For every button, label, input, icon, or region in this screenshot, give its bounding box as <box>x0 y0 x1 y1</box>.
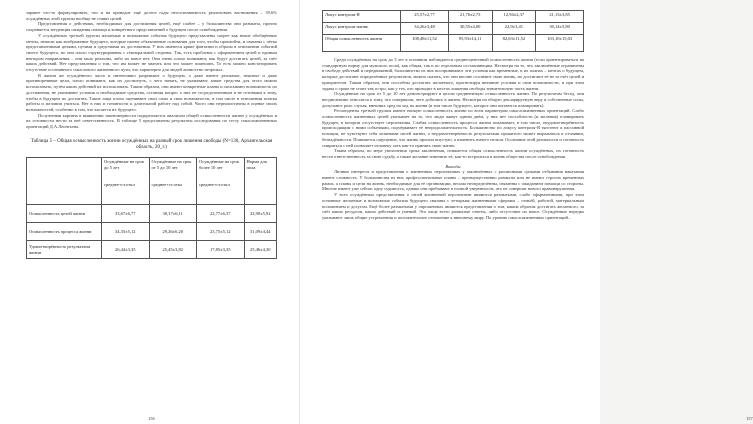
table-row <box>27 223 277 241</box>
table-cell: 32,90±5,92 <box>244 205 277 223</box>
table-header-row <box>27 158 277 205</box>
table-cell: 22,77±6,37 <box>197 205 245 223</box>
paragraph: У осуждённых третьей группы желаемые и возможные события будущего представлены скорее как некие обобщённые мечты, нежели как воображение будущего, которые имеют объективные основания для того, чтобы произойти, и связаны с чётко представленными целями, путями и средствами их достижения. У них имеются яркие фантазии и образы в отношении событий своего будущего, но они плохо структурированы с темпоральной стороны. Так, есть проблемы с оформлением целей и единым вектором направления – они мало реальны, либо их вовсе нет. Они очень плохо понимают, как будут достигать целей, за счёт каких действий. Нет представления о том, что им может не хватать или что может помешать. То есть можно констатировать отсутствие осознанного смыслового жизненного пути, что характерно для людей личностно незрелых. <box>26 32 277 73</box>
table-row <box>27 205 277 223</box>
row-label: Локус контроля-жизнь <box>323 23 401 35</box>
row-label: Локус контроля-Я <box>323 11 401 23</box>
table-cell: 30,14±5,80 <box>536 23 584 35</box>
right-page <box>300 0 753 424</box>
table-cell: 17,85±3,35 <box>197 241 245 259</box>
table-row <box>323 35 584 52</box>
table-header-cell: Осуждённые на срок более 10 лет среднее+ст.откл <box>197 158 245 205</box>
results-table <box>26 157 277 259</box>
paragraph: заранее что-то формулировать, что и на проводит ещё долгое годы неосознаваемость реализовать вы-вижения – 39,6% осуждённых этой группы вообще не ставят целей. <box>26 10 277 21</box>
table-cell: 25,57±2,77 <box>401 11 448 23</box>
paragraph: Таким образом, по мере увеличения срока заключения, снижается общая осмысленность жизни осуждённых, их готовность нести ответственность за свою судьбу, а также желание изменить её, как-то встроиться в жизнь общества после освобождения. <box>322 148 584 159</box>
table-cell: 25,45±3,82 <box>149 241 197 259</box>
paragraph: Личные интересы и представления о жизненных перспективах у заключённых с различными сроками отбывания наказания имеют сложность. У большинства из них профессиональные планы – преимущественно размыты или не имеют строгих временных рамок, а планы и цели на жизнь, необходимые для её организации, весьма неопределённы, связанны с ожиданием помощи со стороны. Многие имеют уже сейчас одну судимость, однако они пребывают в полной уверенности, что не совершат нового правонарушения. <box>322 169 584 192</box>
table-caption: Таблица 5 – Общая осмысленность жизни осуждённых на разный срок лишения свободы (N=130, Архангельская область, 20_г.) <box>30 138 273 150</box>
row-label: Осмысленность целей жизни <box>27 205 102 223</box>
table-cell: 34,26±3,48 <box>401 23 448 35</box>
table-row <box>323 11 584 23</box>
paragraph: Среди осуждённых на срок до 5 лет в основном наблюдается среднеоценочный осмысленность жизни (если ориентироваться на стандартную норму для мужского пола), как общая, так и по отдельным составляющим. Несмотря на то, что заключённые ограничены в свободе действий и передвижений, большинство из них воспринимают эти условия как временные, в их планах – мечтах о будущем, которые достигают определённых результатов, можно сказать, что они вполне осознают свою жизнь, но достигают её не за счёт целей и приоритетов. Таким образом, они способны достигать желаемого, прогнозируя внешние условия и свои возможности, и при этом задача о сроке не стоит так остро, как у тех, кто проводит в местах лишения свободы значительную часть жизни. <box>322 57 584 91</box>
table-cell: 12,94±2,37 <box>492 11 536 23</box>
left-page <box>0 0 300 424</box>
table-row <box>27 241 277 259</box>
table-cell: 30,17±6,11 <box>149 205 197 223</box>
table-cell: 95,93±14,11 <box>448 35 492 52</box>
table-row <box>323 23 584 35</box>
page-number: 156 <box>148 416 155 421</box>
table-cell: 21,76±2,73 <box>448 11 492 23</box>
table-cell: 34,35±5,12 <box>102 223 150 241</box>
table-cell: 25,46±4,30 <box>244 241 277 259</box>
table-cell: 26,44±3,35 <box>102 241 150 259</box>
table-header-cell: Осуждённые на срок от 5 до 10 лет среднее+ст.откл <box>149 158 197 205</box>
table-cell: 103,10±15,03 <box>536 35 584 52</box>
table-cell: 33,67±6,77 <box>102 205 150 223</box>
results-table-continued <box>322 10 584 52</box>
row-label: Осмысленность процесса жизни <box>27 223 102 241</box>
table-cell: 31,09±4,44 <box>244 223 277 241</box>
paragraph: Полученная картина в выявлении закономерности подкрепляется анализом общей осмысленности жизни у осуждённых и их готовности нести за неё ответственность. В таблице 5 представлены результаты исследования по тесту смысложизненных ориентаций Д.А.Леонтьева. <box>26 112 277 130</box>
paragraph: В жизни же осуждённого часто и интенсивно разрешают о будущем, о даже имеют реальные, неясные и даже противоречивые цели, плохо понимают, как их достигнуть, с чего начать, не указывают, какие средства для этого можно использовать, путём каких действий их использовать. Таким образом, они имеют конкретные планы и описывают возможность их достижения, не указывают условия и необходимые средства, оставляя вопрос о них не сосредоточенным и не готовыми к тому, чтобы в будущем их достигать. Такие лица плохо оценивают свои силы и свои возможности, в том числе в отношении поиска работы и желании учиться. Нет в них и готовности к длительной работе над собой. Часто они нереалистичны в оценке своих возможностей, особенно в том, что касается их будущего. <box>26 72 277 112</box>
table-header-cell: Норма для пола <box>244 158 277 205</box>
page-number: 157 <box>746 416 753 421</box>
table-cell: 22,9±3,41 <box>492 23 536 35</box>
paragraph: У всех осуждённых представления о своей жизненной перспективе являются размытыми, слабо оформленными, при этом основные желаемые и возможные события будущего связаны с четырьмя жизненными сферами – семьёй, работой, материальным положением и досугом. Ещё более размытыми у опрошенных являются представления о том, каким образом достигать желаемого, за счёт каких ресурсов, каких действий и умений. Это чаще всего размытые ответы, либо отсутствие их вовсе. Осуждённые нередко указывают лишь общие устремления и положительное отношение к внешнему миру. По уровню смысложизненных ориентаций... <box>322 192 584 220</box>
row-label: Общая осмысленность жизни <box>323 35 401 52</box>
row-label: Удовлетворённость результатом жизни <box>27 241 102 259</box>
table-header-cell: Осуждённые на срок до 5 лет среднее+ст.откл <box>102 158 150 205</box>
paragraph: Осуждённые на срок от 5 до 10 лет демонстрируют в целом средненизкую осмысленность жизни. По результатам бесед, они неоднозначно относятся к тому, что совершили, чего добились в жизни. Несмотря на общую декларируемую веру в собственные силы, допускают роль случая, внешних сред на ход их жизни (в том числе будущего, которое они пытаются планировать). <box>322 91 584 108</box>
table-cell: 108,48±11,52 <box>401 35 448 52</box>
table-cell: 30,55±4,00 <box>448 23 492 35</box>
paragraph: Респонденты третьей группы имеют низкую осмысленность жизни по всем параметрам смысложизненных ориентаций. Слабо осмысленность жизненных целей указывает на то, что люди живут одним днём, у них нет способности (и желания) планировать будущее, в котором отсутствует перспектива. Слабая осмысленность процесса жизни показывает, в том числе, неудовлетворённость происходящим с ними событиями, подчёркивает её непродолжительность. Большинство по локусу контроля-Я тяготеют к пассивной позиции, не чувствуют себя хозяевами своей жизни, а неудовлетворённость результатами прожитого может выражаться в отчаянии, безнадёжности. Появляется ощущение, что жизнь прошла впустую, а изменить ничего нельзя. Осознание этой реальности и готовность смириться с ней позволяет человеку хоть как-то принять свою жизнь. <box>322 108 584 148</box>
paragraph: Представления о действиях, необходимых для достижения целей, ещё слабее – у большинства они размыты, прочно сохраняется тенденция ожидания помощи и конкретного представлений о будущем после освобождения. <box>26 21 277 33</box>
table-cell: 23,75±5,12 <box>197 223 245 241</box>
table-cell: 21,13±3,85 <box>536 11 584 23</box>
table-cell: 29,26±6,20 <box>149 223 197 241</box>
table-header-cell <box>27 158 102 205</box>
conclusions-heading: Выводы <box>445 163 461 169</box>
table-cell: 82,63±11,52 <box>492 35 536 52</box>
